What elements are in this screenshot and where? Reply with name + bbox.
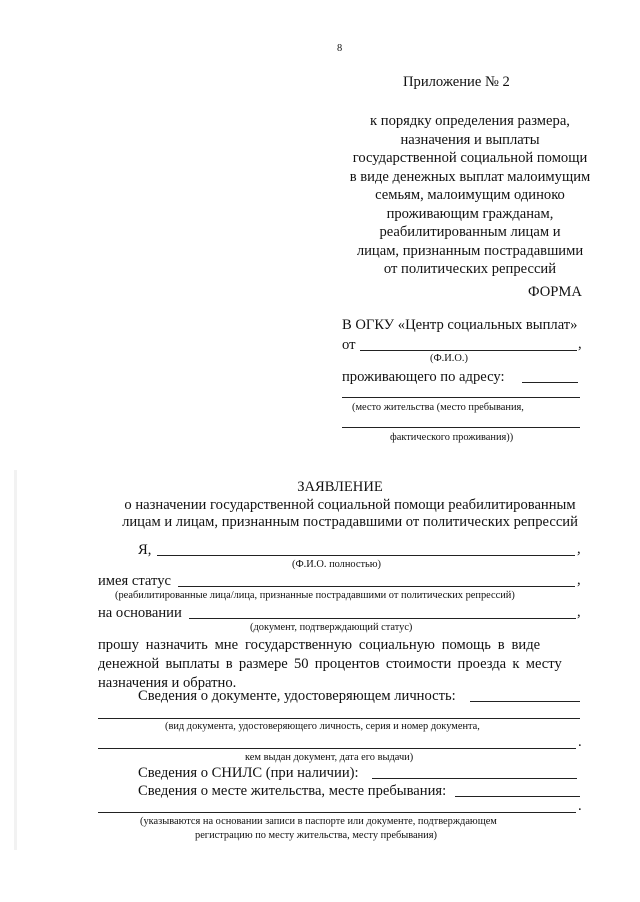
appendix-line: реабилитированным лицам и <box>379 224 561 240</box>
identity-label: Сведения о документе, удостоверяющем личность: <box>138 688 456 704</box>
statement-title: ЗАЯВЛЕНИЕ <box>297 479 383 495</box>
request-line-2: денежной выплаты в размере 50 процентов стоимости проезда к месту <box>98 656 562 672</box>
residence-caption-2: регистрацию по месту жительства, месту пребывания) <box>195 830 437 841</box>
appendix-line: к порядку определения размера, <box>370 113 570 129</box>
addressee-to: В ОГКУ «Центр социальных выплат» <box>342 317 578 333</box>
basis-caption: (документ, подтверждающий статус) <box>250 622 413 633</box>
status-comma: , <box>577 572 581 588</box>
address-label: проживающего по адресу: <box>342 369 505 385</box>
status-label: имея статус <box>98 573 171 589</box>
identity-input-3[interactable] <box>98 748 576 749</box>
basis-comma: , <box>577 604 581 620</box>
form-label: ФОРМА <box>528 284 582 300</box>
scan-margin-mark <box>14 470 17 850</box>
address-input-1[interactable] <box>522 382 578 383</box>
address-input-3[interactable] <box>342 427 580 428</box>
identity-input-1[interactable] <box>470 701 580 702</box>
identity-period: . <box>578 734 582 750</box>
residence-caption-2: фактического проживания)) <box>390 432 514 443</box>
from-label: от <box>342 337 356 353</box>
identity-input-2[interactable] <box>98 718 580 719</box>
from-comma: , <box>578 336 582 352</box>
request-line-1: прошу назначить мне государственную социальную помощь в виде <box>98 637 541 653</box>
status-input[interactable] <box>178 586 575 587</box>
appendix-line: назначения и выплаты <box>400 131 540 148</box>
snils-label: Сведения о СНИЛС (при наличии): <box>138 765 359 781</box>
full-name-input[interactable] <box>157 555 575 556</box>
page-number: 8 <box>337 43 343 54</box>
appendix-line: семьям, малоимущим одиноко <box>375 187 565 203</box>
i-label: Я, <box>138 542 152 558</box>
appendix-line: государственной социальной помощи <box>352 150 588 166</box>
snils-input[interactable] <box>372 778 577 779</box>
request-line-3: назначения и обратно. <box>98 675 237 691</box>
appendix-line: в виде денежных выплат малоимущим <box>349 168 591 185</box>
residence-input-2[interactable] <box>98 812 576 813</box>
address-input-2[interactable] <box>342 397 580 398</box>
statement-subtitle-1: о назначении государственной социальной помощи реабилитированным <box>124 497 576 513</box>
residence-caption-1: (место жительства (место пребывания, <box>352 402 524 413</box>
residence-period: . <box>578 798 582 814</box>
basis-input[interactable] <box>189 618 576 619</box>
fio-caption: (Ф.И.О.) <box>430 353 468 364</box>
full-name-comma: , <box>577 541 581 557</box>
appendix-line: проживающим гражданам, <box>386 205 554 222</box>
basis-label: на основании <box>98 605 182 621</box>
residence-caption-1: (указываются на основании записи в паспорте или документе, подтверждающем <box>140 816 497 827</box>
identity-caption-2: кем выдан документ, дата его выдачи) <box>245 752 414 763</box>
residence-label: Сведения о месте жительства, месте пребывания: <box>138 783 447 799</box>
appendix-title: Приложение № 2 <box>403 74 510 90</box>
residence-input-1[interactable] <box>455 796 580 797</box>
full-name-caption: (Ф.И.О. полностью) <box>292 559 382 570</box>
identity-caption-1: (вид документа, удостоверяющего личность, серия и номер документа, <box>165 721 480 732</box>
statement-subtitle-2: лицам и лицам, признанным пострадавшими от политических репрессий <box>122 514 578 530</box>
appendix-line: лицам, признанным пострадавшими <box>356 242 584 259</box>
from-fio-input[interactable] <box>360 350 577 351</box>
status-caption: (реабилитированные лица/лица, признанные пострадавшими от политических репрессий) <box>115 590 515 601</box>
appendix-line: от политических репрессий <box>383 261 557 277</box>
